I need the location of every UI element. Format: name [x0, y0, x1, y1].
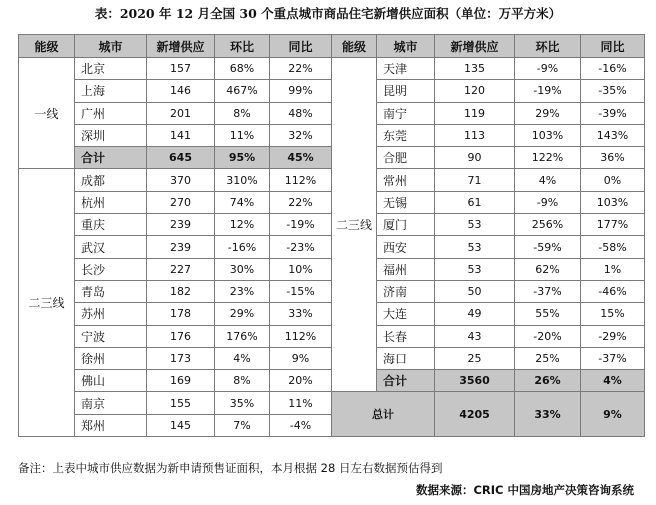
- cell-mom: 55%: [515, 303, 581, 325]
- cell-mom: 74%: [215, 191, 270, 213]
- cell-mom: 103%: [515, 124, 581, 146]
- cell-mom: -9%: [515, 58, 581, 80]
- supply-table: [18, 34, 645, 437]
- cell-city: 青岛: [75, 280, 147, 302]
- cell-yoy: 32%: [270, 124, 332, 146]
- cell-yoy: -23%: [270, 236, 332, 258]
- cell-city: 济南: [377, 280, 435, 302]
- cell-new-supply: 146: [147, 80, 215, 102]
- cell-yoy: 20%: [270, 370, 332, 392]
- cell-new-supply: 227: [147, 258, 215, 280]
- cell-mom: 8%: [215, 370, 270, 392]
- cell-yoy: 15%: [581, 303, 645, 325]
- table-title: 表：2020 年 12 月全国 30 个重点城市商品住宅新增供应面积（单位：万平方米）: [94, 6, 562, 21]
- cell-new-supply: 145: [147, 414, 215, 436]
- cell-new-supply: 61: [435, 191, 515, 213]
- cell-new-supply: 90: [435, 147, 515, 169]
- cell-city: 宁波: [75, 325, 147, 347]
- cell-city: 无锡: [377, 191, 435, 213]
- cell-city: 天津: [377, 58, 435, 80]
- cell-new-supply: 270: [147, 191, 215, 213]
- cell-yoy: 112%: [270, 169, 332, 191]
- cell-new-supply: 141: [147, 124, 215, 146]
- cell-city: 长沙: [75, 258, 147, 280]
- tier1-total-new-supply: 645: [147, 147, 215, 169]
- cell-new-supply: 113: [435, 124, 515, 146]
- cell-city: 南宁: [377, 102, 435, 124]
- cell-city: 佛山: [75, 370, 147, 392]
- cell-mom: 256%: [515, 214, 581, 236]
- cell-mom: 467%: [215, 80, 270, 102]
- cell-yoy: -19%: [270, 214, 332, 236]
- cell-mom: 11%: [215, 124, 270, 146]
- cell-mom: 8%: [215, 102, 270, 124]
- cell-new-supply: 176: [147, 325, 215, 347]
- cell-new-supply: 157: [147, 58, 215, 80]
- cell-city: 重庆: [75, 214, 147, 236]
- cell-city: 海口: [377, 347, 435, 369]
- cell-city: 郑州: [75, 414, 147, 436]
- cell-city: 武汉: [75, 236, 147, 258]
- cell-yoy: 11%: [270, 392, 332, 414]
- cell-new-supply: 71: [435, 169, 515, 191]
- right-total-new-supply: 3560: [435, 370, 515, 392]
- cell-mom: -59%: [515, 236, 581, 258]
- header-tier: 能级: [19, 35, 75, 58]
- cell-mom: 4%: [215, 347, 270, 369]
- cell-mom: 25%: [515, 347, 581, 369]
- cell-yoy: 112%: [270, 325, 332, 347]
- grand-total-new-supply: 4205: [435, 392, 515, 437]
- tier1-total-mom: 95%: [215, 147, 270, 169]
- header-row: [19, 35, 645, 58]
- tier-label-right-tier23: 二三线: [332, 58, 377, 392]
- cell-mom: -37%: [515, 280, 581, 302]
- cell-mom: -20%: [515, 325, 581, 347]
- tier1-total-yoy: 45%: [270, 147, 332, 169]
- cell-new-supply: 370: [147, 169, 215, 191]
- grand-total-yoy: 9%: [581, 392, 645, 437]
- cell-city: 东莞: [377, 124, 435, 146]
- cell-yoy: -16%: [581, 58, 645, 80]
- cell-mom: -19%: [515, 80, 581, 102]
- cell-new-supply: 53: [435, 236, 515, 258]
- cell-mom: 12%: [215, 214, 270, 236]
- header-yoy: 同比: [270, 35, 332, 58]
- cell-yoy: -37%: [581, 347, 645, 369]
- cell-new-supply: 43: [435, 325, 515, 347]
- tier-label-tier1: 一线: [19, 58, 75, 169]
- cell-mom: 310%: [215, 169, 270, 191]
- cell-city: 成都: [75, 169, 147, 191]
- cell-yoy: -58%: [581, 236, 645, 258]
- cell-yoy: 1%: [581, 258, 645, 280]
- cell-city: 厦门: [377, 214, 435, 236]
- cell-new-supply: 169: [147, 370, 215, 392]
- cell-mom: 62%: [515, 258, 581, 280]
- cell-yoy: 10%: [270, 258, 332, 280]
- cell-new-supply: 178: [147, 303, 215, 325]
- cell-mom: 30%: [215, 258, 270, 280]
- cell-yoy: 36%: [581, 147, 645, 169]
- cell-new-supply: 53: [435, 214, 515, 236]
- cell-city: 南京: [75, 392, 147, 414]
- cell-mom: 23%: [215, 280, 270, 302]
- cell-new-supply: 120: [435, 80, 515, 102]
- cell-city: 福州: [377, 258, 435, 280]
- cell-new-supply: 239: [147, 236, 215, 258]
- right-total-yoy: 4%: [581, 370, 645, 392]
- cell-yoy: 103%: [581, 191, 645, 213]
- cell-yoy: -29%: [581, 325, 645, 347]
- cell-yoy: -35%: [581, 80, 645, 102]
- cell-city: 上海: [75, 80, 147, 102]
- cell-yoy: 22%: [270, 58, 332, 80]
- cell-mom: 68%: [215, 58, 270, 80]
- header-mom: 环比: [515, 35, 581, 58]
- cell-new-supply: 119: [435, 102, 515, 124]
- cell-new-supply: 50: [435, 280, 515, 302]
- header-yoy: 同比: [581, 35, 645, 58]
- table-row: [19, 392, 645, 414]
- cell-yoy: -15%: [270, 280, 332, 302]
- grand-total-mom: 33%: [515, 392, 581, 437]
- cell-yoy: 22%: [270, 191, 332, 213]
- tier1-total-city: 合计: [75, 147, 147, 169]
- header-new-supply: 新增供应: [147, 35, 215, 58]
- cell-mom: 4%: [515, 169, 581, 191]
- header-new-supply: 新增供应: [435, 35, 515, 58]
- cell-city: 大连: [377, 303, 435, 325]
- cell-mom: -16%: [215, 236, 270, 258]
- cell-mom: 35%: [215, 392, 270, 414]
- cell-city: 合肥: [377, 147, 435, 169]
- cell-yoy: 0%: [581, 169, 645, 191]
- cell-city: 徐州: [75, 347, 147, 369]
- cell-mom: 176%: [215, 325, 270, 347]
- right-total-city: 合计: [377, 370, 435, 392]
- cell-yoy: 33%: [270, 303, 332, 325]
- cell-city: 常州: [377, 169, 435, 191]
- cell-mom: -9%: [515, 191, 581, 213]
- table-row: [19, 58, 645, 80]
- header-tier: 能级: [332, 35, 377, 58]
- cell-new-supply: 135: [435, 58, 515, 80]
- cell-yoy: -4%: [270, 414, 332, 436]
- header-mom: 环比: [215, 35, 270, 58]
- cell-mom: 29%: [215, 303, 270, 325]
- cell-new-supply: 53: [435, 258, 515, 280]
- cell-yoy: 177%: [581, 214, 645, 236]
- cell-city: 西安: [377, 236, 435, 258]
- cell-city: 杭州: [75, 191, 147, 213]
- cell-new-supply: 201: [147, 102, 215, 124]
- cell-new-supply: 155: [147, 392, 215, 414]
- cell-yoy: -46%: [581, 280, 645, 302]
- cell-yoy: 143%: [581, 124, 645, 146]
- cell-yoy: 48%: [270, 102, 332, 124]
- cell-yoy: 9%: [270, 347, 332, 369]
- cell-mom: 7%: [215, 414, 270, 436]
- cell-yoy: -39%: [581, 102, 645, 124]
- cell-city: 广州: [75, 102, 147, 124]
- cell-new-supply: 239: [147, 214, 215, 236]
- header-city: 城市: [75, 35, 147, 58]
- cell-city: 昆明: [377, 80, 435, 102]
- grand-total-label: 总计: [332, 392, 435, 437]
- cell-city: 北京: [75, 58, 147, 80]
- footnote: 备注：上表中城市供应数据为新申请预售证面积，本月根据 28 日左右数据预估得到: [18, 461, 443, 475]
- cell-mom: 29%: [515, 102, 581, 124]
- cell-new-supply: 182: [147, 280, 215, 302]
- data-source: 数据来源：CRIC 中国房地产决策咨询系统: [415, 483, 634, 497]
- cell-city: 深圳: [75, 124, 147, 146]
- cell-new-supply: 49: [435, 303, 515, 325]
- cell-new-supply: 25: [435, 347, 515, 369]
- cell-city: 长春: [377, 325, 435, 347]
- cell-yoy: 99%: [270, 80, 332, 102]
- header-city: 城市: [377, 35, 435, 58]
- cell-city: 苏州: [75, 303, 147, 325]
- tier-label-tier23: 二三线: [19, 169, 75, 437]
- cell-new-supply: 173: [147, 347, 215, 369]
- cell-mom: 122%: [515, 147, 581, 169]
- right-total-mom: 26%: [515, 370, 581, 392]
